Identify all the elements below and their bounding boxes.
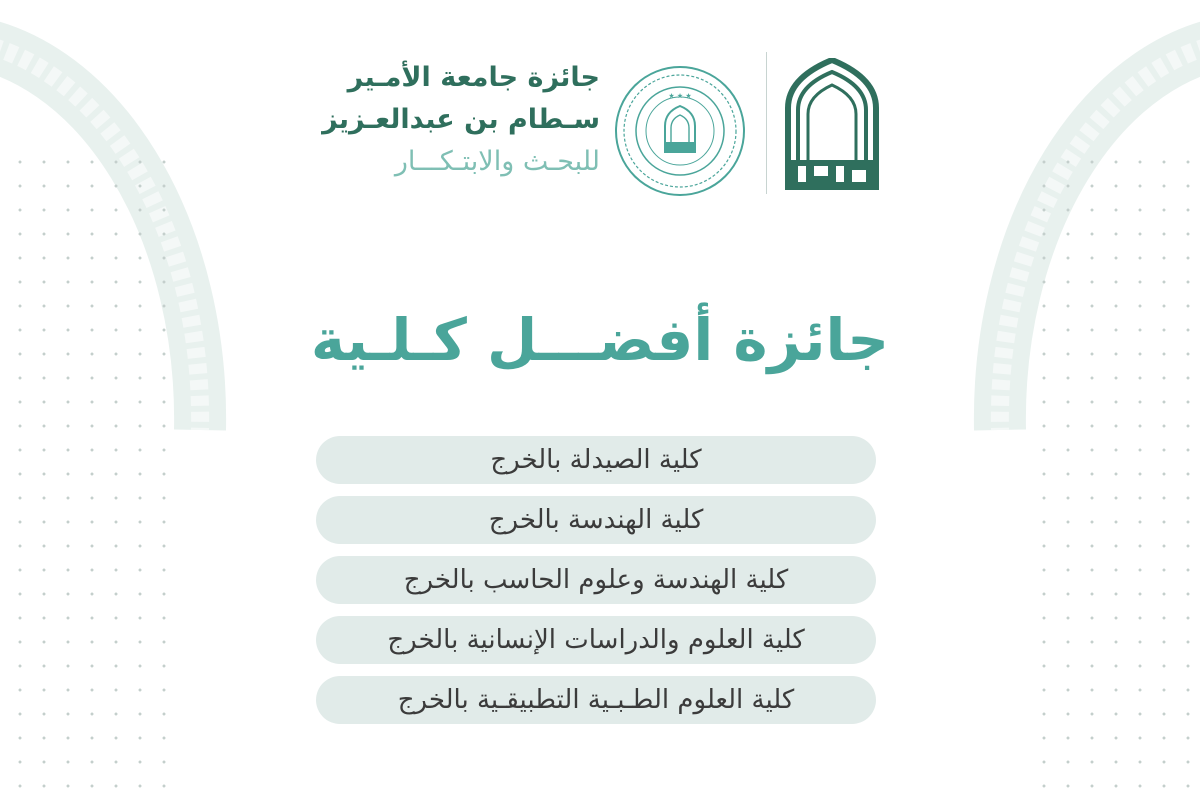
- gate-logo-icon: [784, 58, 880, 190]
- college-item-engineering: كلية الهندسة بالخرج: [316, 496, 876, 544]
- dot-pattern-left: [8, 150, 176, 800]
- award-title-line-2: سـطام بن عبدالعـزيز: [322, 104, 600, 135]
- header: [300, 52, 900, 202]
- award-title: [300, 57, 600, 183]
- university-seal-icon: [613, 64, 747, 198]
- header-divider: [766, 52, 767, 194]
- award-title-line-3: للبحـث والابتـكـــار: [394, 146, 600, 177]
- svg-text:★ ★ ★: ★ ★ ★: [668, 92, 692, 100]
- college-list: [316, 436, 876, 736]
- award-title-line-1: جائزة جامعة الأمـير: [347, 62, 600, 93]
- college-item-science-humanities: كلية العلوم والدراسات الإنسانية بالخرج: [316, 616, 876, 664]
- college-item-pharmacy: كلية الصيدلة بالخرج: [316, 436, 876, 484]
- page-title: جائزة أفضـــل كـلـية: [310, 306, 890, 374]
- college-item-engineering-computer-science: كلية الهندسة وعلوم الحاسب بالخرج: [316, 556, 876, 604]
- college-item-applied-medical-sciences: كلية العلوم الطـبـية التطبيقـية بالخرج: [316, 676, 876, 724]
- dot-pattern-right: [1032, 150, 1200, 800]
